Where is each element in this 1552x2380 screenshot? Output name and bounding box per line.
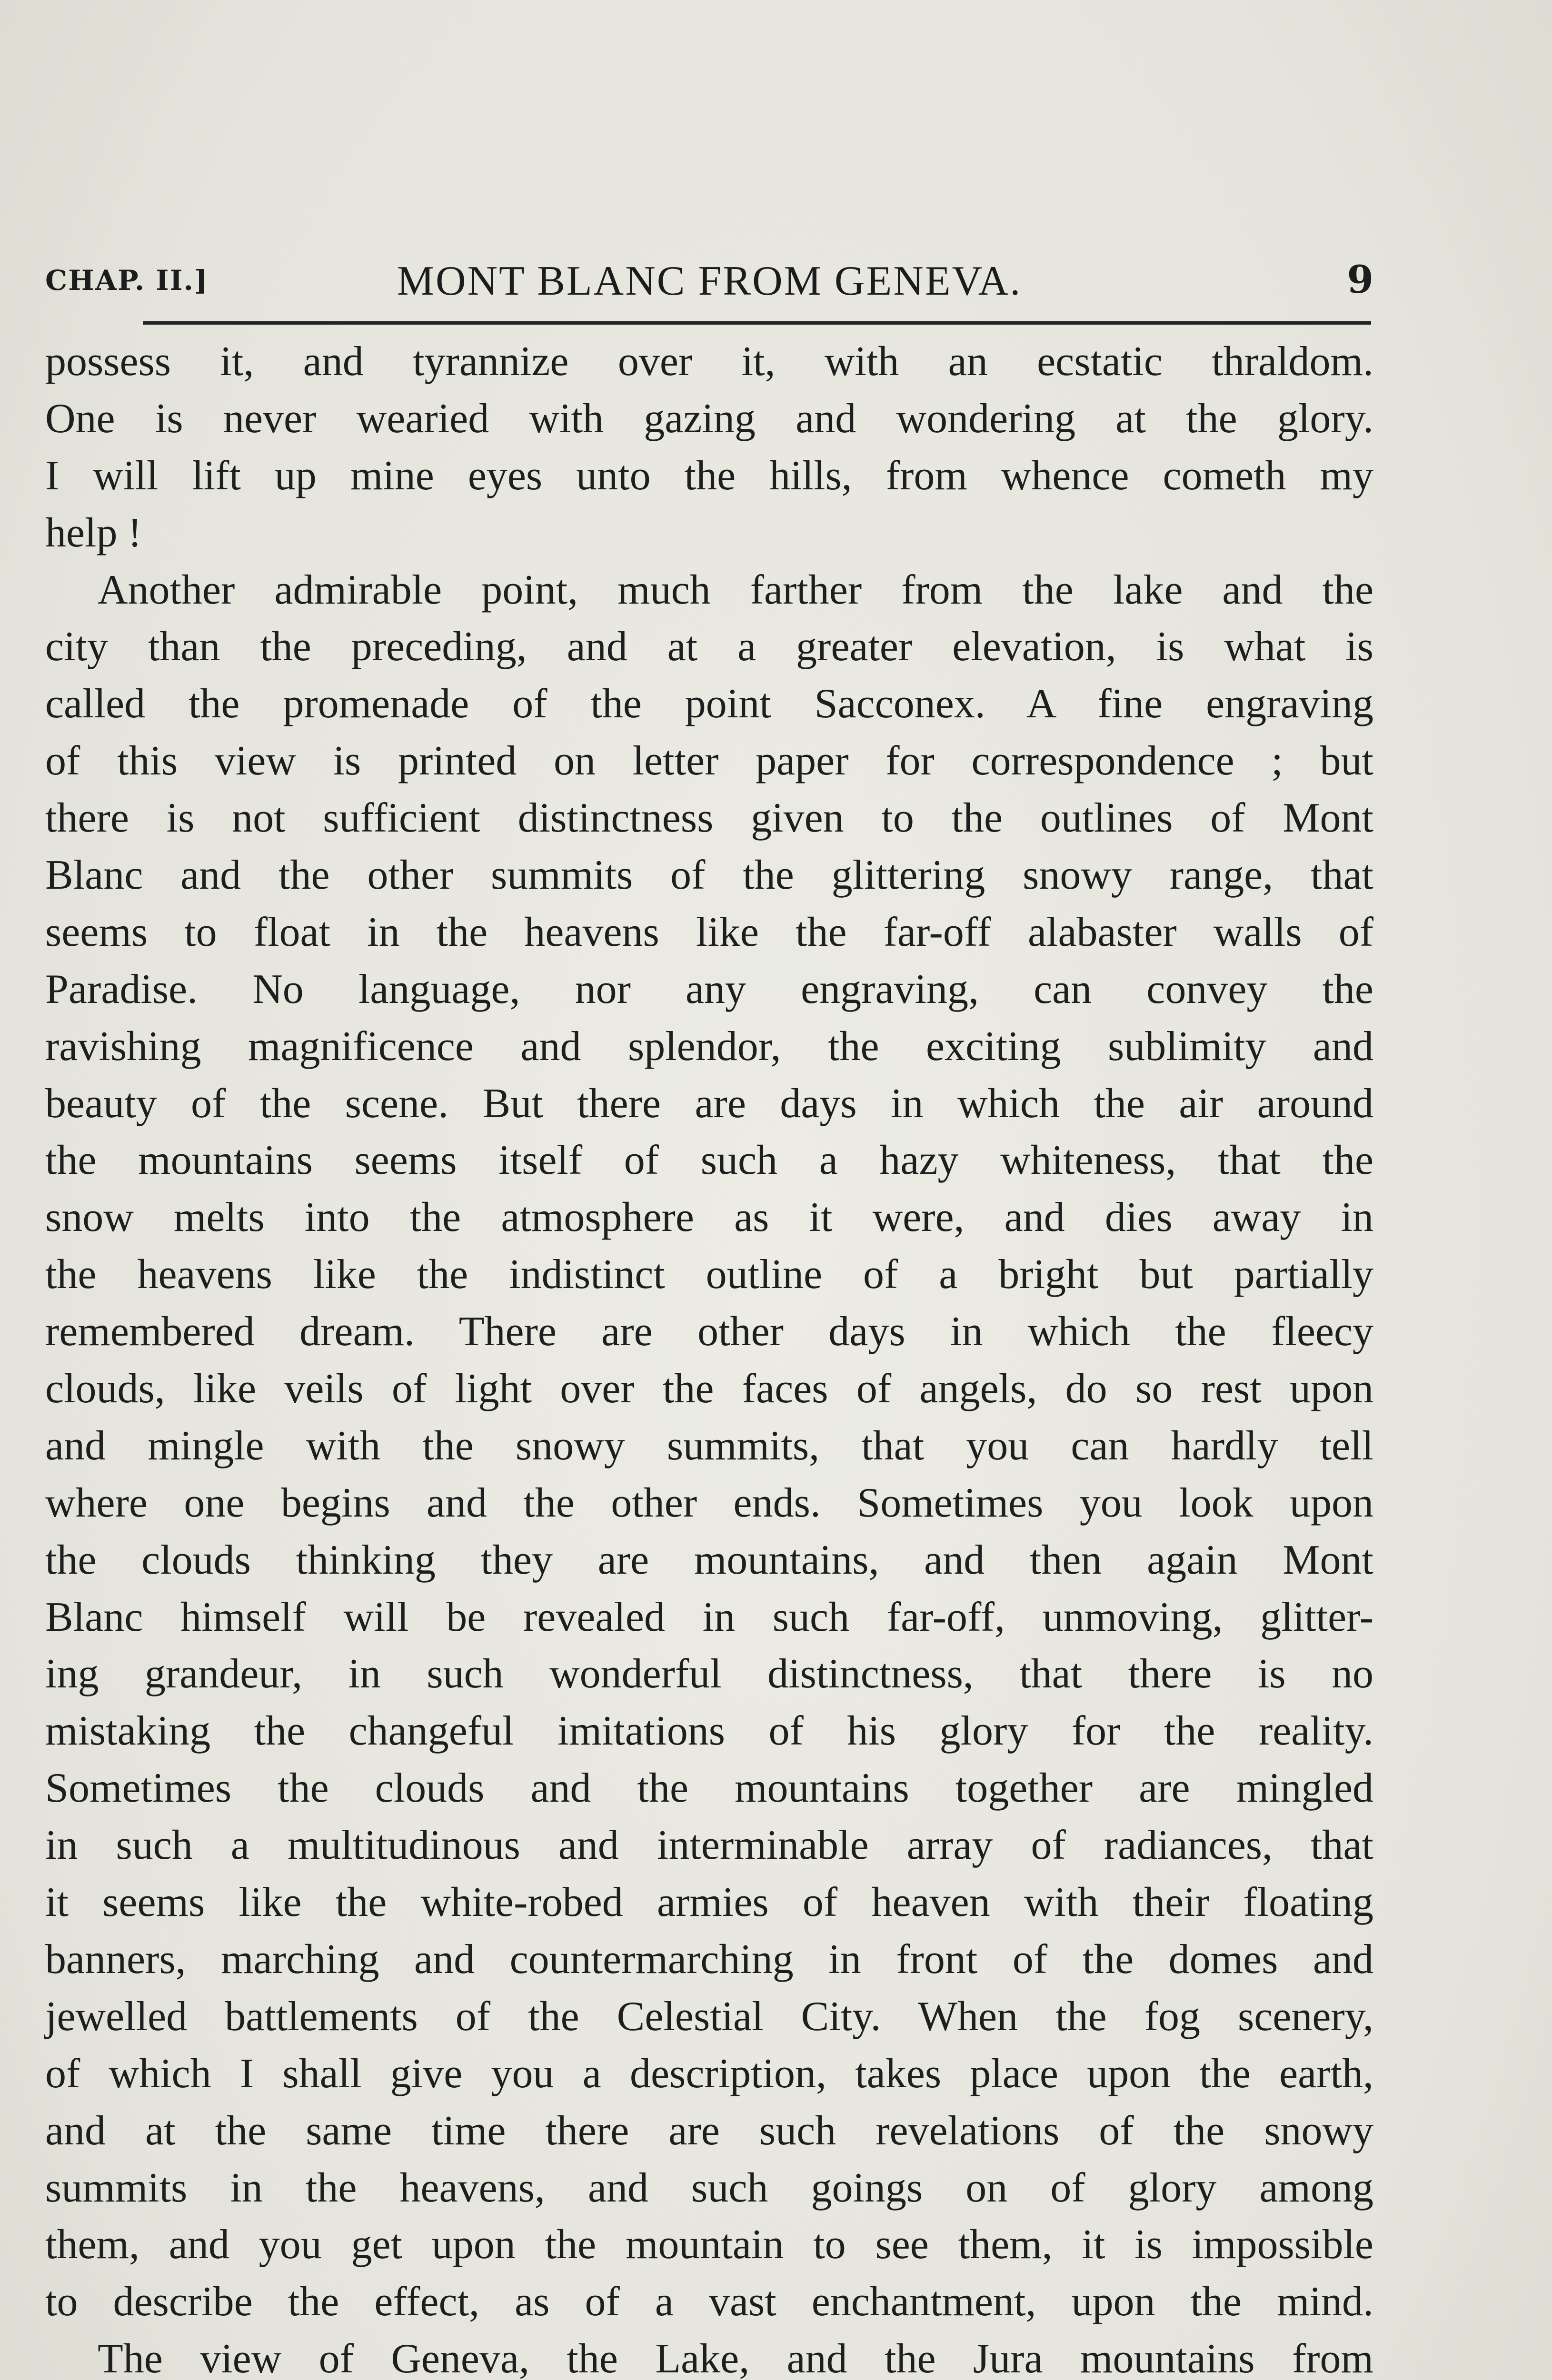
- text-line: of this view is printed on letter paper for correspondence ; but: [45, 738, 1373, 784]
- text-line: and at the same time there are such revelations of the snowy: [45, 2107, 1373, 2154]
- running-header: [45, 248, 1373, 319]
- text-line: Blanc and the other summits of the glittering snowy range, that: [45, 852, 1373, 899]
- text-line: The view of Geneva, the Lake, and the Jura mountains from: [98, 2336, 1373, 2380]
- text-line: clouds, like veils of light over the faces of angels, do so rest upon: [45, 1366, 1373, 1412]
- text-line: ravishing magnificence and splendor, the exciting sublimity and: [45, 1023, 1373, 1070]
- text-line: jewelled battlements of the Celestial City. When the fog scenery,: [45, 1993, 1373, 2040]
- text-line: to describe the effect, as of a vast enchantment, upon the mind.: [45, 2279, 1373, 2325]
- text-line: One is never wearied with gazing and wondering at the glory.: [45, 395, 1373, 442]
- text-line: mistaking the changeful imitations of his glory for the reality.: [45, 1708, 1373, 1755]
- text-line: them, and you get upon the mountain to see them, it is impossible: [45, 2221, 1373, 2268]
- text-line: city than the preceding, and at a greater elevation, is what is: [45, 624, 1373, 670]
- text-line: banners, marching and countermarching in front of the domes and: [45, 1936, 1373, 1983]
- text-line: summits in the heavens, and such goings on of glory among: [45, 2164, 1373, 2211]
- text-line: help !: [45, 509, 142, 556]
- text-line: the mountains seems itself of such a hazy whiteness, that the: [45, 1137, 1373, 1184]
- text-line: and mingle with the snowy summits, that you can hardly tell: [45, 1422, 1373, 1469]
- body-text: [45, 333, 1373, 2380]
- text-line: the clouds thinking they are mountains, and then again Mont: [45, 1537, 1373, 1583]
- text-line: Another admirable point, much farther from the lake and the: [98, 566, 1373, 613]
- text-line: remembered dream. There are other days in which the fleecy: [45, 1309, 1373, 1355]
- text-line: Paradise. No language, nor any engraving, can convey the: [45, 966, 1373, 1012]
- text-line: the heavens like the indistinct outline of a bright but partially: [45, 1251, 1373, 1298]
- text-line: beauty of the scene. But there are days in which the air around: [45, 1080, 1373, 1127]
- text-line: in such a multitudinous and interminable array of radiances, that: [45, 1822, 1373, 1869]
- text-line: seems to float in the heavens like the far-off alabaster walls of: [45, 909, 1373, 955]
- text-line: ing grandeur, in such wonderful distinctness, that there is no: [45, 1651, 1373, 1697]
- text-line: there is not sufficient distinctness given to the outlines of Mont: [45, 795, 1373, 842]
- header-rule: [143, 321, 1371, 325]
- chapter-label: CHAP. II.]: [45, 264, 209, 297]
- text-line: it seems like the white-robed armies of heaven with their floating: [45, 1879, 1373, 1926]
- text-line: Blanc himself will be revealed in such far-off, unmoving, glitter-: [45, 1594, 1373, 1640]
- text-line: I will lift up mine eyes unto the hills, from whence cometh my: [45, 452, 1373, 499]
- text-line: where one begins and the other ends. Sometimes you look upon: [45, 1479, 1373, 1526]
- text-line: called the promenade of the point Sacconex. A fine engraving: [45, 681, 1373, 727]
- text-line: of which I shall give you a description, takes place upon the earth,: [45, 2050, 1373, 2097]
- text-line: Sometimes the clouds and the mountains together are mingled: [45, 1765, 1373, 1812]
- text-line: possess it, and tyrannize over it, with an ecstatic thraldom.: [45, 338, 1373, 385]
- page-number: 9: [1347, 257, 1373, 302]
- running-title: MONT BLANC FROM GENEVA.: [397, 258, 1022, 304]
- text-line: snow melts into the atmosphere as it were, and dies away in: [45, 1194, 1373, 1241]
